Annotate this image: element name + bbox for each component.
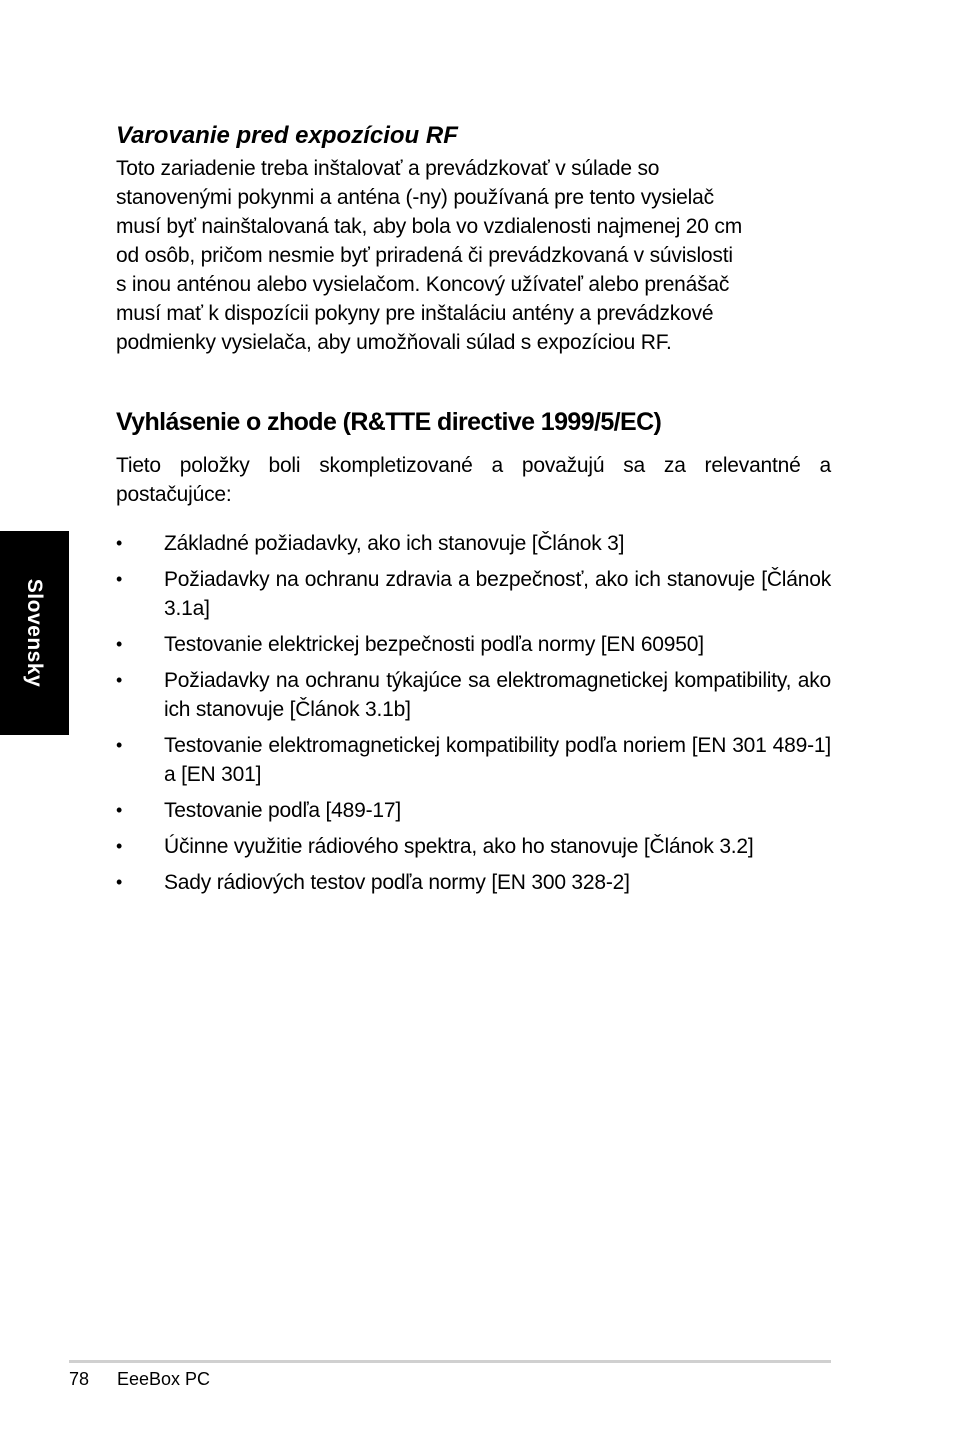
bullet-icon: • — [116, 569, 123, 589]
bullet-icon: • — [116, 735, 123, 755]
declaration-heading: Vyhlásenie o zhode (R&TTE directive 1999/5/EC) — [116, 408, 662, 436]
language-label: Slovensky — [23, 578, 46, 688]
paragraph-line: s inou anténou alebo vysielačom. Koncový užívateľ alebo prenášač — [116, 273, 730, 296]
list-item — [116, 731, 831, 789]
paragraph-line: musí byť nainštalovaná tak, aby bola vo vzdialenosti najmenej 20 cm — [116, 215, 742, 238]
list-item-text: Základné požiadavky, ako ich stanovuje [Článok 3] — [164, 532, 625, 555]
bullet-icon: • — [116, 800, 123, 820]
product-name: EeeBox PC — [117, 1369, 211, 1389]
rf-exposure-heading: Varovanie pred expozíciou RF — [116, 122, 458, 149]
bullet-icon: • — [116, 836, 123, 856]
paragraph-line: od osôb, pričom nesmie byť priradená či prevádzkovaná v súvislosti — [116, 244, 733, 267]
paragraph-line: musí mať k dispozícii pokyny pre inštaláciu antény a prevádzkové — [116, 302, 714, 325]
bullet-icon: • — [116, 533, 123, 553]
list-item-text: Testovanie podľa [489-17] — [164, 799, 401, 822]
list-item — [116, 796, 831, 825]
paragraph-line: podmienky vysielača, aby umožňovali súlad s expozíciou RF. — [116, 331, 672, 354]
list-item-text: Účinne využitie rádiového spektra, ako ho stanovuje [Článok 3.2] — [164, 835, 754, 858]
rf-exposure-paragraph — [116, 154, 831, 357]
bullet-icon: • — [116, 634, 123, 654]
list-item — [116, 832, 831, 861]
footer-divider — [69, 1360, 831, 1363]
list-item — [116, 565, 831, 623]
list-item-text: Testovanie elektromagnetickej kompatibility podľa noriem [EN 301 489-1] a [EN 301] — [164, 734, 831, 786]
paragraph-line: stanovenými pokynmi a anténa (-ny) používaná pre tento vysielač — [116, 186, 714, 209]
page-number: 78 — [69, 1369, 90, 1389]
list-item — [116, 666, 831, 724]
declaration-intro: Tieto položky boli skompletizované a považujú sa za relevantné a postačujúce: — [116, 454, 831, 506]
language-side-tab — [0, 531, 69, 735]
paragraph-line: Toto zariadenie treba inštalovať a prevádzkovať v súlade so — [116, 157, 660, 180]
list-item-text: Sady rádiových testov podľa normy [EN 300 328-2] — [164, 871, 630, 894]
page-content — [116, 118, 831, 904]
requirements-list — [116, 529, 831, 897]
list-item — [116, 630, 831, 659]
bullet-icon: • — [116, 670, 123, 690]
list-item-text: Požiadavky na ochranu zdravia a bezpečnosť, ako ich stanovuje [Článok 3.1a] — [164, 568, 831, 620]
list-item — [116, 868, 831, 897]
bullet-icon: • — [116, 872, 123, 892]
list-item-text: Testovanie elektrickej bezpečnosti podľa normy [EN 60950] — [164, 633, 704, 656]
list-item — [116, 529, 831, 558]
list-item-text: Požiadavky na ochranu týkajúce sa elektromagnetickej kompatibility, ako ich stanovuje [Článok 3.1b] — [164, 669, 831, 721]
